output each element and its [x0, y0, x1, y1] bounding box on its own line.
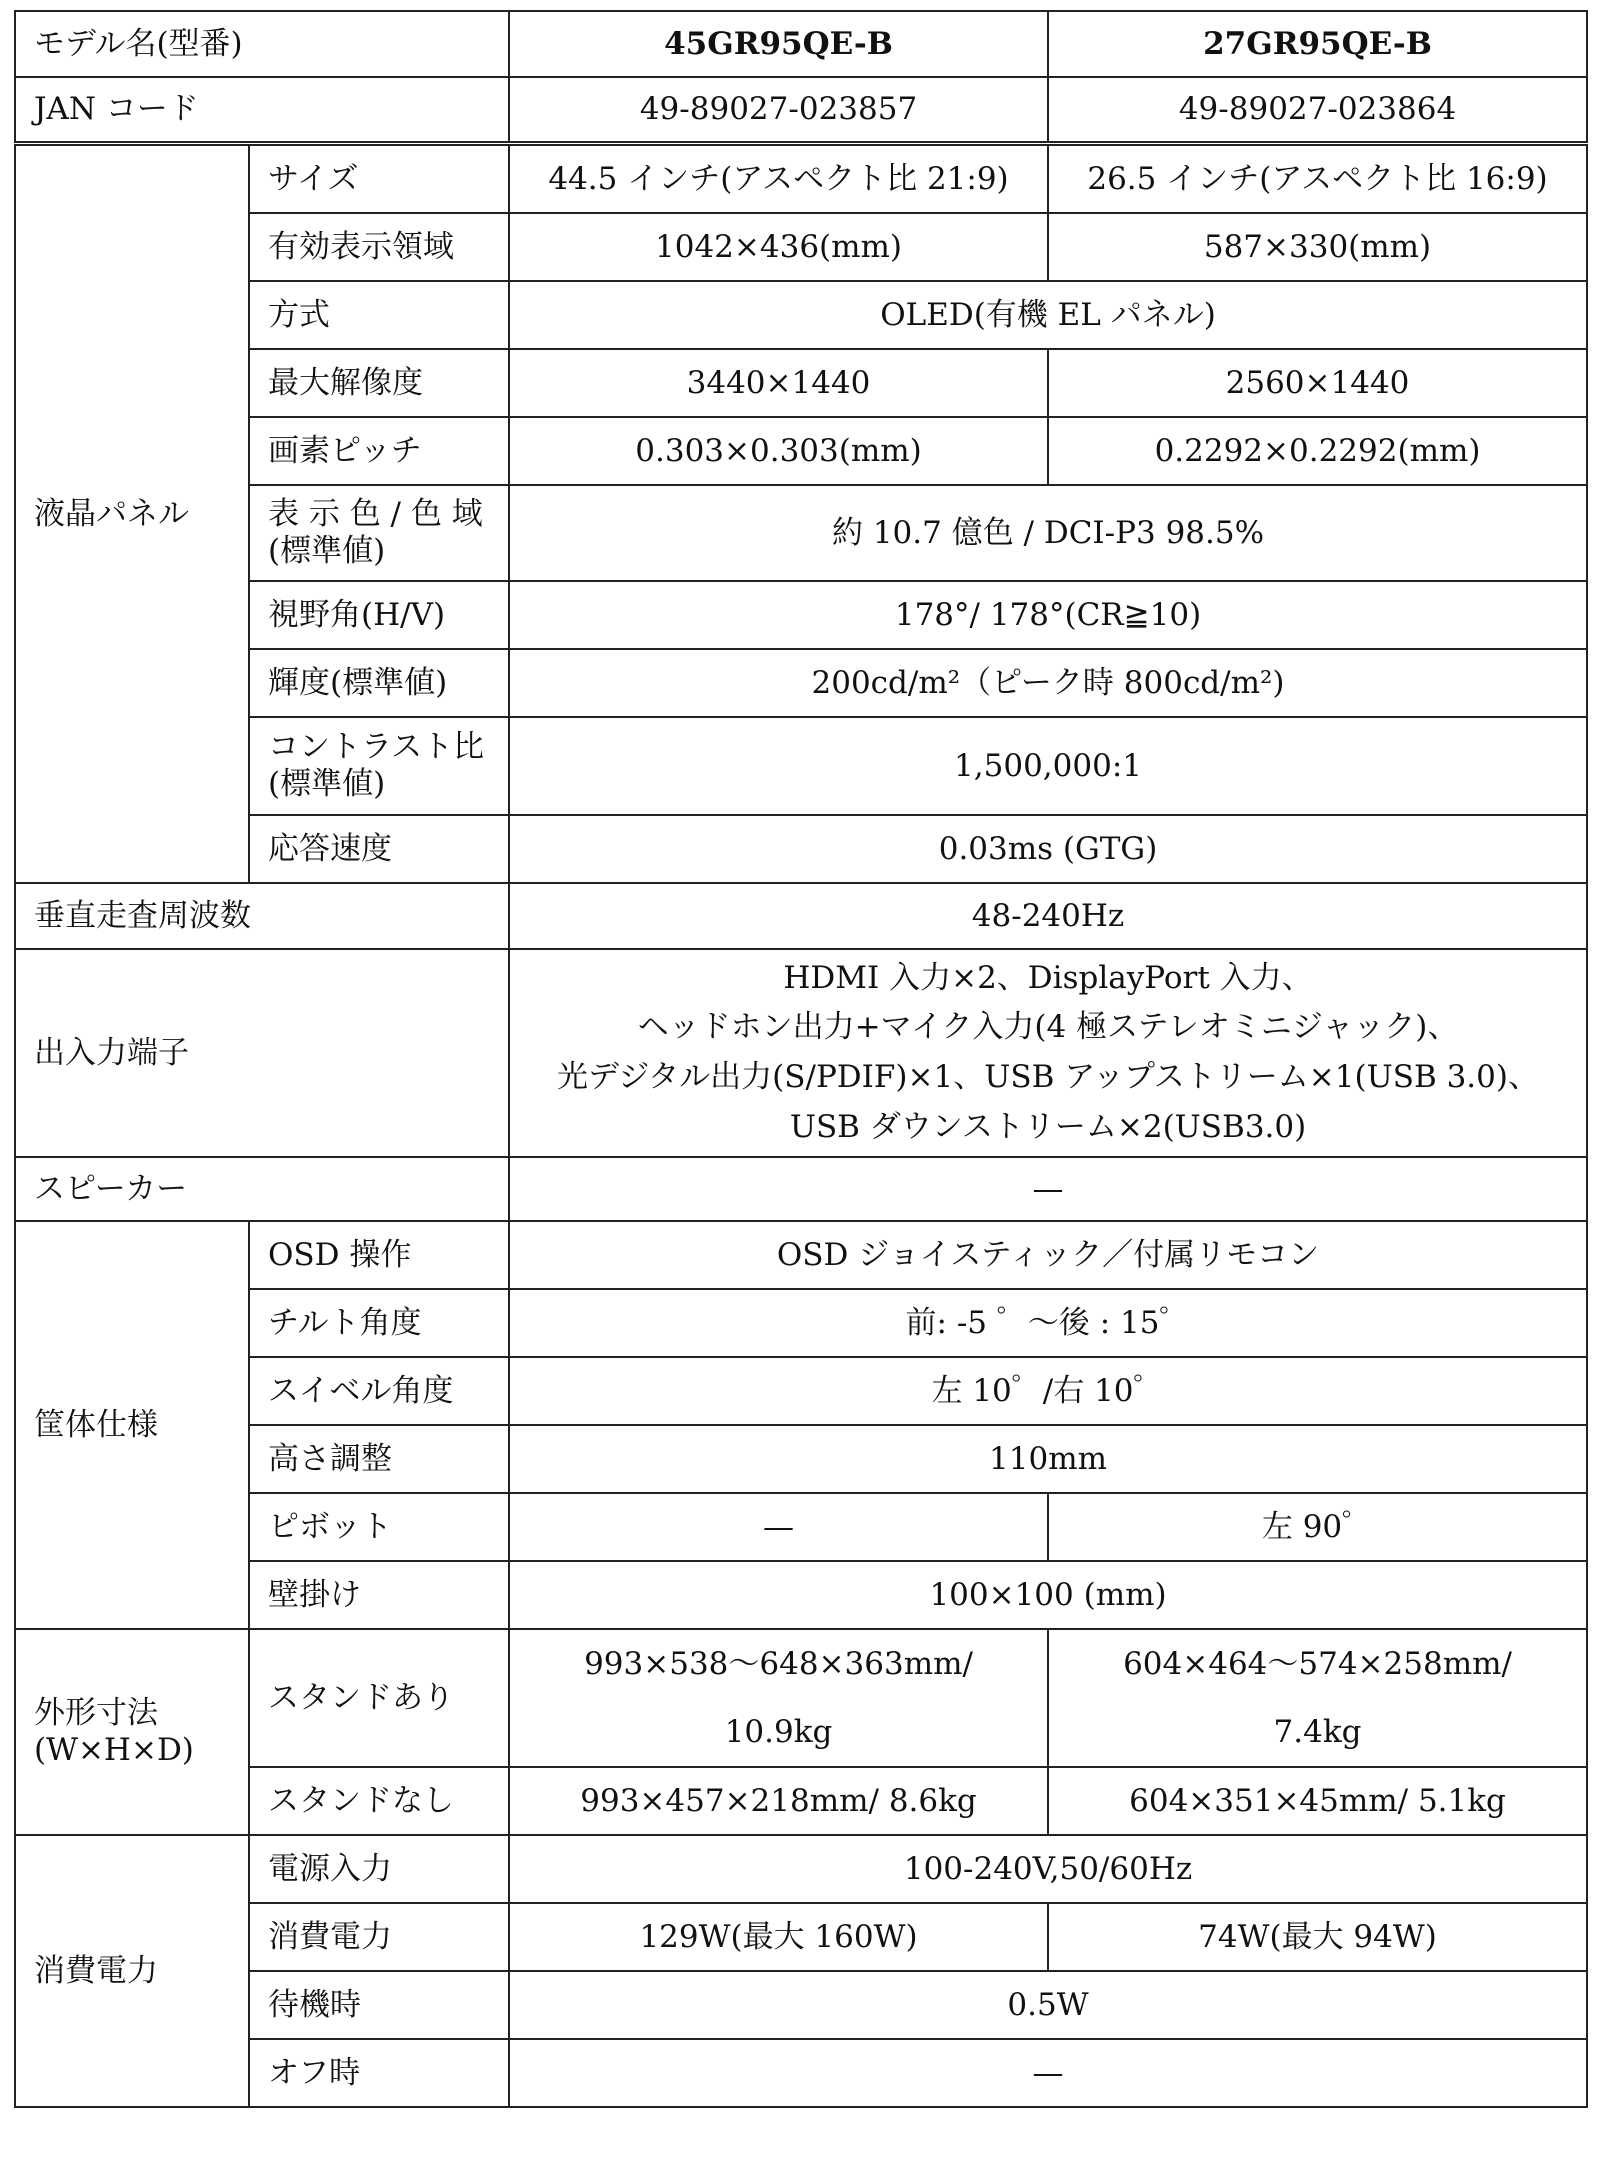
with-stand-value-2 [1048, 1629, 1587, 1767]
io-line-3: 光デジタル出力(S/PDIF)×1、USB アップストリーム×1(USB 3.0)、 [557, 1059, 1539, 1095]
panel-contrast-row [15, 717, 1587, 815]
model-row [15, 11, 1587, 77]
tilt-value: 前: -5 ゜～後 : 15゜ [509, 1289, 1587, 1357]
chassis-height-row [15, 1425, 1587, 1493]
refresh-label: 垂直走査周波数 [15, 883, 509, 949]
panel-response-row [15, 815, 1587, 883]
without-stand-value-1: 993×457×218mm/ 8.6kg [509, 1767, 1048, 1835]
with-stand-value-1-line1: 993×538～648×363mm/ [584, 1646, 973, 1682]
io-line-4: USB ダウンストリーム×2(USB3.0) [789, 1108, 1307, 1145]
consumption-label: 消費電力 [249, 1903, 509, 1971]
swivel-value: 左 10゜/右 10゜ [509, 1357, 1587, 1425]
with-stand-label: スタンドあり [249, 1629, 509, 1767]
dimensions-without-stand-row [15, 1767, 1587, 1835]
without-stand-label: スタンドなし [249, 1767, 509, 1835]
with-stand-value-2-line1: 604×464～574×258mm/ [1123, 1646, 1512, 1682]
contrast-label [249, 717, 509, 815]
chassis-pivot-row [15, 1493, 1587, 1561]
panel-type-row [15, 281, 1587, 349]
off-label: オフ時 [249, 2039, 509, 2107]
standby-value: 0.5W [509, 1971, 1587, 2039]
colors-label-line1: 表 示 色 / 色 域 [268, 495, 483, 532]
area-label: 有効表示領域 [249, 213, 509, 281]
speaker-row [15, 1157, 1587, 1221]
without-stand-value-2: 604×351×45mm/ 5.1kg [1048, 1767, 1587, 1835]
dimensions-group-line2: (W×H×D) [34, 1732, 194, 1769]
dimensions-group-label [15, 1629, 249, 1835]
viewing-label: 視野角(H/V) [249, 581, 509, 649]
osd-label: OSD 操作 [249, 1221, 509, 1289]
contrast-label-line1: コントラスト比 [268, 728, 485, 765]
brightness-value: 200cd/m²（ピーク時 800cd/m²) [509, 649, 1587, 717]
power-standby-row [15, 1971, 1587, 2039]
size-value-1: 44.5 インチ(アスペクト比 21:9) [509, 143, 1048, 213]
panel-colors-row [15, 485, 1587, 581]
chassis-osd-row [15, 1221, 1587, 1289]
pivot-value-2: 左 90゜ [1048, 1493, 1587, 1561]
dimensions-group-line1: 外形寸法 [34, 1695, 158, 1731]
colors-value: 約 10.7 億色 / DCI-P3 98.5% [509, 485, 1587, 581]
off-value: — [509, 2039, 1587, 2107]
size-value-2: 26.5 インチ(アスペクト比 16:9) [1048, 143, 1587, 213]
wall-label: 壁掛け [249, 1561, 509, 1629]
model-name-2: 27GR95QE-B [1048, 11, 1587, 77]
response-value: 0.03ms (GTG) [509, 815, 1587, 883]
refresh-row [15, 883, 1587, 949]
wall-value: 100×100 (mm) [509, 1561, 1587, 1629]
standby-label: 待機時 [249, 1971, 509, 2039]
jan-label: JAN コード [15, 77, 509, 143]
colors-label-line2: (標準値) [268, 533, 386, 569]
osd-value: OSD ジョイスティック／付属リモコン [509, 1221, 1587, 1289]
contrast-label-line2: (標準値) [268, 766, 386, 802]
io-line-2: ヘッドホン出力+マイク入力(4 極ステレオミニジャック)、 [637, 1009, 1459, 1046]
resolution-value-1: 3440×1440 [509, 349, 1048, 417]
speaker-label: スピーカー [15, 1157, 509, 1221]
panel-brightness-row [15, 649, 1587, 717]
model-name-1: 45GR95QE-B [509, 11, 1048, 77]
jan-code-1: 49-89027-023857 [509, 77, 1048, 143]
viewing-value: 178°/ 178°(CR≧10) [509, 581, 1587, 649]
resolution-label: 最大解像度 [249, 349, 509, 417]
resolution-value-2: 2560×1440 [1048, 349, 1587, 417]
io-label: 出入力端子 [15, 949, 509, 1157]
tilt-label: チルト角度 [249, 1289, 509, 1357]
power-input-value: 100-240V,50/60Hz [509, 1835, 1587, 1903]
chassis-tilt-row [15, 1289, 1587, 1357]
panel-group-label: 液晶パネル [15, 143, 249, 883]
size-label: サイズ [249, 143, 509, 213]
consumption-value-1: 129W(最大 160W) [509, 1903, 1048, 1971]
with-stand-value-2-line2: 7.4kg [1273, 1714, 1362, 1751]
response-label: 応答速度 [249, 815, 509, 883]
pitch-label: 画素ピッチ [249, 417, 509, 485]
height-value: 110mm [509, 1425, 1587, 1493]
type-value: OLED(有機 EL パネル) [509, 281, 1587, 349]
chassis-swivel-row [15, 1357, 1587, 1425]
panel-area-row [15, 213, 1587, 281]
io-value [509, 949, 1587, 1157]
colors-label [249, 485, 509, 581]
pivot-label: ピボット [249, 1493, 509, 1561]
spec-table [14, 10, 1588, 2108]
jan-row [15, 77, 1587, 143]
io-row [15, 949, 1587, 1157]
panel-pitch-row [15, 417, 1587, 485]
speaker-value: — [509, 1157, 1587, 1221]
swivel-label: スイベル角度 [249, 1357, 509, 1425]
area-value-1: 1042×436(mm) [509, 213, 1048, 281]
power-input-label: 電源入力 [249, 1835, 509, 1903]
contrast-value: 1,500,000:1 [509, 717, 1587, 815]
brightness-label: 輝度(標準値) [249, 649, 509, 717]
pitch-value-1: 0.303×0.303(mm) [509, 417, 1048, 485]
power-input-row [15, 1835, 1587, 1903]
jan-code-2: 49-89027-023864 [1048, 77, 1587, 143]
area-value-2: 587×330(mm) [1048, 213, 1587, 281]
type-label: 方式 [249, 281, 509, 349]
with-stand-value-1 [509, 1629, 1048, 1767]
power-group-label: 消費電力 [15, 1835, 249, 2107]
height-label: 高さ調整 [249, 1425, 509, 1493]
panel-size-row [15, 143, 1587, 213]
pitch-value-2: 0.2292×0.2292(mm) [1048, 417, 1587, 485]
pivot-value-1: — [509, 1493, 1048, 1561]
dimensions-with-stand-row [15, 1629, 1587, 1767]
model-label: モデル名(型番) [15, 11, 509, 77]
power-off-row [15, 2039, 1587, 2107]
io-line-1: HDMI 入力×2、DisplayPort 入力、 [783, 959, 1313, 996]
with-stand-value-1-line2: 10.9kg [724, 1714, 833, 1751]
chassis-group-label: 筐体仕様 [15, 1221, 249, 1629]
chassis-wall-row [15, 1561, 1587, 1629]
refresh-value: 48-240Hz [509, 883, 1587, 949]
power-consumption-row [15, 1903, 1587, 1971]
panel-viewing-row [15, 581, 1587, 649]
consumption-value-2: 74W(最大 94W) [1048, 1903, 1587, 1971]
panel-resolution-row [15, 349, 1587, 417]
